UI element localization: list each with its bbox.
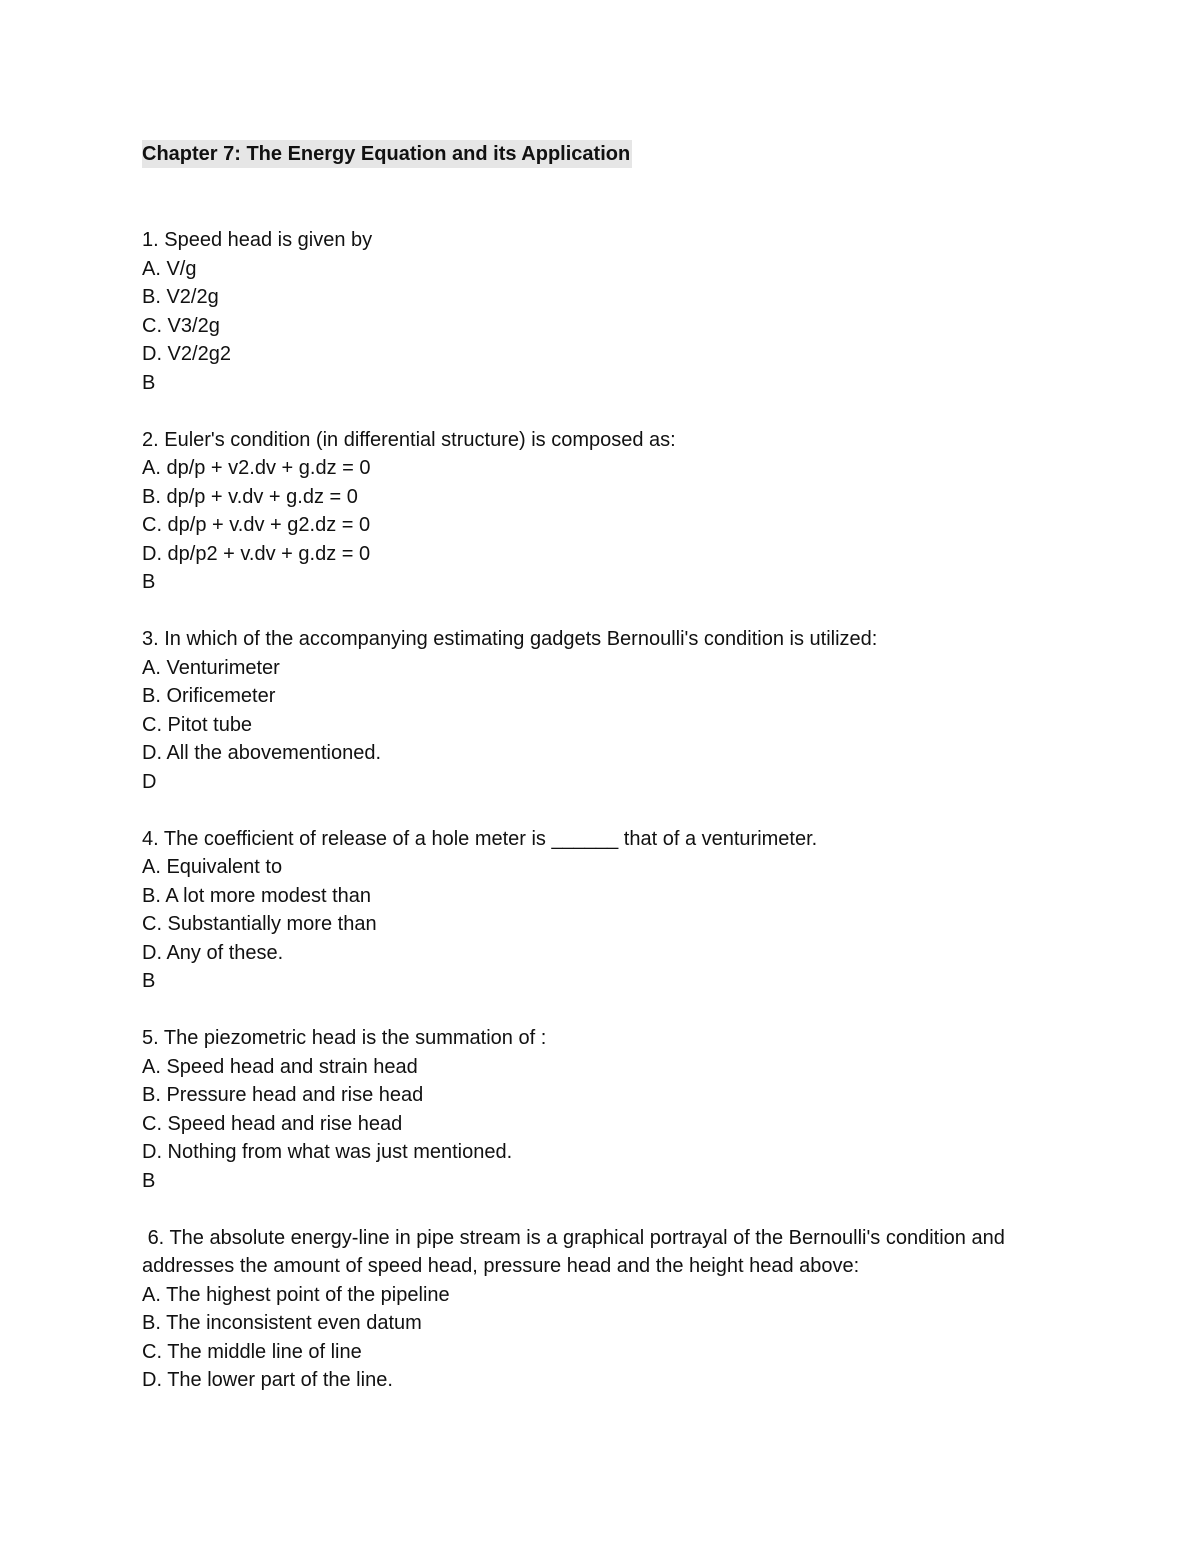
option-b: B. The inconsistent even datum	[142, 1312, 422, 1334]
question-stem: 2. Euler's condition (in differential structure) is composed as:	[142, 428, 676, 451]
question-stem: 6. The absolute energy-line in pipe stream is a graphical portrayal of the Bernoulli's condition and addresses the amount of speed head, pressure head and the height head above:	[142, 1226, 1011, 1277]
option-d: D. The lower part of the line.	[142, 1369, 393, 1391]
option-a: A. The highest point of the pipeline	[142, 1283, 450, 1306]
answer: B	[142, 1169, 156, 1192]
option-d: D. V2/2g2	[142, 343, 231, 365]
option-a: A. Venturimeter	[142, 656, 280, 679]
question-4	[142, 825, 1062, 996]
question-stem: 4. The coefficient of release of a hole meter is ______ that of a venturimeter.	[142, 827, 818, 850]
option-a: A. Speed head and strain head	[142, 1055, 418, 1078]
question-5	[142, 1024, 1062, 1195]
question-3	[142, 625, 1062, 796]
question-stem: 5. The piezometric head is the summation of :	[142, 1027, 547, 1049]
answer: B	[142, 371, 156, 394]
document-content	[142, 140, 1062, 1423]
option-c: C. Pitot tube	[142, 713, 253, 736]
option-b: B. A lot more modest than	[142, 884, 372, 907]
question-stem: 1. Speed head is given by	[142, 229, 373, 251]
option-a: A. V/g	[142, 257, 197, 280]
option-d: D. Any of these.	[142, 941, 284, 964]
question-2	[142, 426, 1062, 597]
option-b: B. V2/2g	[142, 286, 219, 308]
option-c: C. dp/p + v.dv + g2.dz = 0	[142, 514, 371, 536]
option-a: A. Equivalent to	[142, 856, 283, 878]
option-d: D. All the abovementioned.	[142, 742, 382, 764]
option-c: C. Speed head and rise head	[142, 1112, 403, 1135]
option-b: B. Pressure head and rise head	[142, 1084, 424, 1106]
option-b: B. dp/p + v.dv + g.dz = 0	[142, 485, 358, 508]
option-c: C. The middle line of line	[142, 1340, 362, 1363]
question-stem: 3. In which of the accompanying estimating gadgets Bernoulli's condition is utilized:	[142, 628, 878, 650]
answer: D	[142, 770, 157, 793]
option-c: C. Substantially more than	[142, 913, 377, 935]
question-6	[142, 1224, 1062, 1395]
title-spacer	[142, 168, 1062, 226]
option-a: A. dp/p + v2.dv + g.dz = 0	[142, 457, 371, 479]
option-d: D. dp/p2 + v.dv + g.dz = 0	[142, 542, 371, 565]
question-1	[142, 226, 1062, 397]
option-d: D. Nothing from what was just mentioned.	[142, 1141, 513, 1163]
chapter-title: Chapter 7: The Energy Equation and its Application	[142, 140, 632, 168]
option-c: C. V3/2g	[142, 314, 220, 337]
option-b: B. Orificemeter	[142, 685, 276, 707]
answer: B	[142, 571, 156, 593]
answer: B	[142, 970, 156, 992]
